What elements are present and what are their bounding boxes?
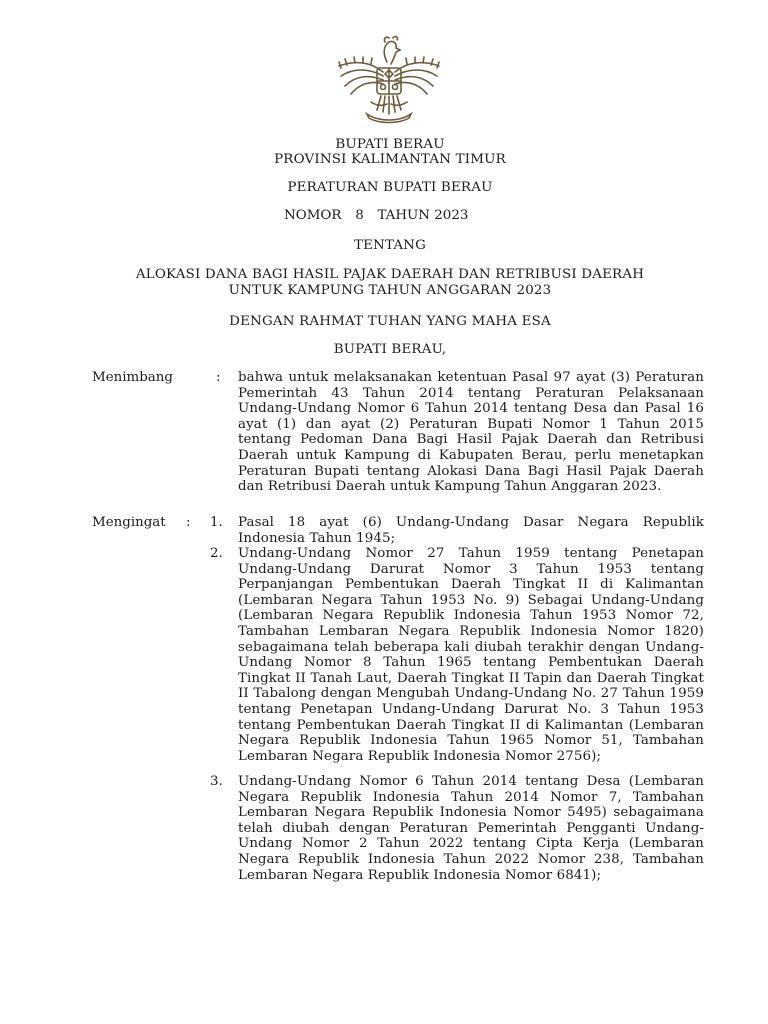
tentang-label: TENTANG — [353, 238, 427, 253]
list-item-number: 3. — [210, 774, 223, 789]
title-line-1: ALOKASI DANA BAGI HASIL PAJAK DAERAH DAN RETRIBUSI DAERAH — [135, 267, 645, 282]
list-item-text: Undang-Undang Nomor 6 Tahun 2014 tentang Desa (Lembaran Negara Republik Indonesia Tahun 2014 Nomor 7, Tambahan Lembaran Negara Republik Indonesia Nomor 5495) sebagaimana telah diubah dengan Peraturan Pemerintah Pengganti Undang-Undang Nomor 2 Tahun 2022 tentang Cipta Kerja (Lembaran Negara Republik Indonesia Tahun 2022 Nomor 238, Tambahan Lembaran Negara Republik Indonesia Nomor 6841); — [238, 774, 704, 883]
blessing-line: DENGAN RAHMAT TUHAN YANG MAHA ESA — [229, 314, 551, 329]
list-item-text: Undang-Undang Nomor 27 Tahun 1959 tentang Penetapan Undang-Undang Darurat Nomor 3 Tahun 1953 tentang Perpanjangan Pembentukan Daerah Tingkat II di Kalimantan (Lembaran Negara Tahun 1953 No. 9) Sebagai Undang-Undang (Lembaran Negara Republik Indonesia Tahun 1953 Nomor 72, Tambahan Lembaran Negara Republik Indonesia Nomor 1820) sebagaimana telah beberapa kali diubah terakhir dengan Undang-Undang Nomor 8 Tahun 1965 tentang Pembentukan Daerah Tingkat II Tanah Laut, Daerah Tingkat II Tapin dan Daerah Tingkat II Tabalong dengan Mengubah Undang-Undang No. 27 Tahun 1959 tentang Penetapan Undang-Undang Darurat No. 3 Tahun 1953 tentang Pembentukan Daerah Tingkat II di Kalimantan (Lembaran Negara Republik Indonesia Tahun 1965 Nomor 51, Tambahan Lembaran Negara Republik Indonesia Nomor 2756); — [238, 546, 704, 764]
garuda-emblem-icon — [333, 32, 445, 124]
nomor-line — [284, 208, 468, 223]
regulation-title: PERATURAN BUPATI BERAU — [287, 180, 493, 195]
menimbang-colon: : — [216, 370, 221, 385]
nomor-value: 8 — [355, 208, 364, 223]
menimbang-label: Menimbang — [92, 370, 173, 385]
mengingat-label: Mengingat — [92, 515, 166, 530]
title-line-2: UNTUK KAMPUNG TAHUN ANGGARAN 2023 — [228, 283, 552, 298]
nomor-label: NOMOR — [284, 208, 342, 223]
menimbang-text: bahwa untuk melaksanakan ketentuan Pasal 97 ayat (3) Peraturan Pemerintah 43 Tahun 2014 tentang Peraturan Pelaksanaan Undang-Undang Nomor 6 Tahun 2014 tentang Desa dan Pasal 16 ayat (1) dan ayat (2) Peraturan Bupati Nomor 1 Tahun 2015 tentang Pedoman Dana Bagi Hasil Pajak Daerah dan Retribusi Daerah untuk Kampung di Kabupaten Berau, perlu menetapkan Peraturan Bupati tentang Alokasi Dana Bagi Hasil Pajak Daerah dan Retribusi Daerah untuk Kampung Tahun Anggaran 2023. — [238, 370, 704, 495]
list-item-text: Pasal 18 ayat (6) Undang-Undang Dasar Negara Republik Indonesia Tahun 1945; — [238, 515, 704, 546]
bupati-line: BUPATI BERAU, — [333, 342, 447, 357]
header-line-1: BUPATI BERAU — [335, 137, 445, 152]
list-item-number: 1. — [210, 515, 223, 530]
header-line-2: PROVINSI KALIMANTAN TIMUR — [274, 152, 506, 167]
list-item-number: 2. — [210, 546, 223, 561]
mengingat-colon: : — [186, 515, 191, 530]
tahun-label: TAHUN 2023 — [377, 208, 469, 223]
